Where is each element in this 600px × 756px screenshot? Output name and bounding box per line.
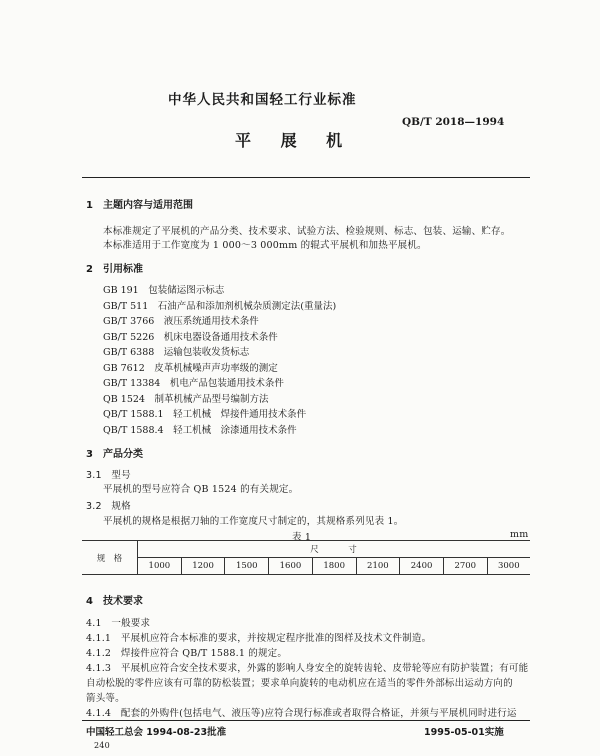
section-3-2-text: 平展机的规格是根据刀轴的工作宽度尺寸制定的，其规格系列见表 1。 — [103, 516, 404, 527]
reference-item: GB 191 包装储运图示标志 — [103, 285, 225, 296]
table-cell: 2400 — [400, 558, 444, 575]
section-3-2-heading: 3.2 规格 — [86, 501, 131, 512]
reference-item: GB 7612 皮革机械噪声声功率级的测定 — [103, 363, 278, 374]
section-1-paragraph-2: 本标准适用于工作宽度为 1 000～3 000mm 的辊式平展机和加热平展机。 — [103, 240, 427, 251]
reference-item: GB/T 6388 运输包装收发货标志 — [103, 347, 250, 358]
table-group-header: 尺 寸 — [138, 541, 531, 558]
footer-rule — [82, 720, 530, 721]
reference-item: QB/T 1588.1 轻工机械 焊接件通用技术条件 — [103, 409, 307, 420]
table-cell: 2700 — [443, 558, 487, 575]
header-rule — [82, 177, 530, 178]
reference-item: GB/T 13384 机电产品包装通用技术条件 — [103, 378, 284, 389]
document-title: 平 展 机 — [235, 131, 355, 150]
org-title: 中华人民共和国轻工行业标准 — [168, 92, 357, 108]
section-2-heading: 2 引用标准 — [86, 264, 143, 275]
effective-date: 1995-05-01实施 — [424, 727, 504, 738]
section-1-paragraph-1: 本标准规定了平展机的产品分类、技术要求、试验方法、检验规则、标志、包装、运输、贮存。 — [103, 226, 511, 237]
table-cell: 2100 — [356, 558, 400, 575]
table-cell: 1800 — [312, 558, 356, 575]
section-3-1-heading: 3.1 型号 — [86, 470, 131, 481]
reference-item: QB 1524 制革机械产品型号编制方法 — [103, 394, 269, 405]
page-number: 240 — [94, 741, 110, 750]
section-4-1-3-line-1: 4.1.3 平展机应符合安全技术要求，外露的影响人身安全的旋转齿轮、皮带轮等应有防护装置；有可能 — [86, 663, 529, 674]
table-cell: 1000 — [138, 558, 182, 575]
table-unit: mm — [510, 529, 529, 540]
section-3-heading: 3 产品分类 — [86, 449, 143, 460]
reference-item: GB/T 5226 机床电器设备通用技术条件 — [103, 332, 278, 343]
section-4-1-4: 4.1.4 配套的外购件(包括电气、液压等)应符合现行标准或者取得合格证，并须与平展机同时进行运 — [86, 708, 517, 719]
section-1-heading: 1 主题内容与适用范围 — [86, 200, 193, 211]
approval-line: 中国轻工总会 1994-08-23批准 — [86, 727, 227, 738]
spec-table — [82, 540, 530, 575]
section-4-1-1: 4.1.1 平展机应符合本标准的要求，并按规定程序批准的图样及技术文件制造。 — [86, 633, 432, 644]
standard-number: QB/T 2018—1994 — [402, 116, 505, 128]
section-4-1-3-line-3: 箭头等。 — [86, 693, 125, 704]
table-cell: 1600 — [269, 558, 313, 575]
reference-item: GB/T 3766 液压系统通用技术条件 — [103, 316, 259, 327]
table-cell: 3000 — [487, 558, 530, 575]
table-caption: 表 1 — [292, 532, 312, 543]
table-cell: 1500 — [225, 558, 269, 575]
table-cell: 1200 — [181, 558, 225, 575]
reference-item: QB/T 1588.4 轻工机械 涂漆通用技术条件 — [103, 425, 297, 436]
table-row-label: 规 格 — [82, 541, 138, 575]
section-3-1-text: 平展机的型号应符合 QB 1524 的有关规定。 — [103, 484, 299, 495]
section-4-heading: 4 技术要求 — [86, 596, 143, 607]
section-4-1-heading: 4.1 一般要求 — [86, 618, 151, 629]
reference-item: GB/T 511 石油产品和添加剂机械杂质测定法(重量法) — [103, 301, 337, 312]
section-4-1-3-line-2: 自动松脱的零件应该有可靠的防松装置；要求单向旋转的电动机应在适当的零件外部标出运动方向的 — [86, 678, 513, 689]
section-4-1-2: 4.1.2 焊接件应符合 QB/T 1588.1 的规定。 — [86, 648, 288, 659]
